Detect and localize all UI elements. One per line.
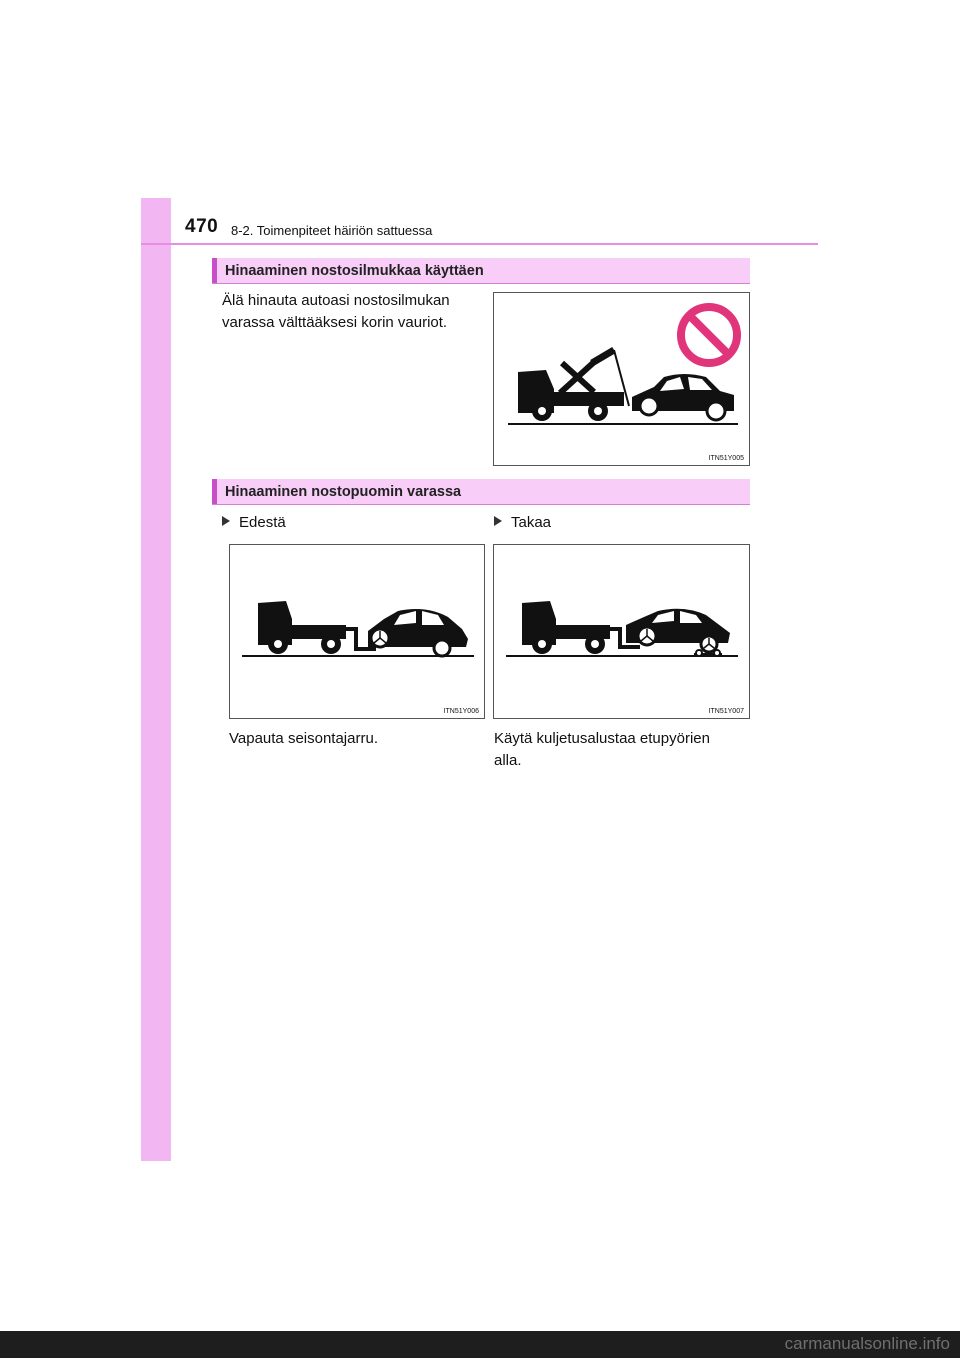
section-heading-hook-towing bbox=[212, 258, 750, 284]
wheel-lift-rear-illustration bbox=[494, 545, 750, 719]
tow-truck-hook-illustration bbox=[494, 293, 750, 466]
caption-rear bbox=[494, 728, 749, 772]
prohibition-icon bbox=[681, 307, 737, 363]
bullet-label: Edestä bbox=[239, 514, 286, 531]
figure-hook-towing-prohibited bbox=[493, 292, 750, 466]
caption-line: Käytä kuljetusalustaa etupyörien bbox=[494, 730, 710, 747]
bullet-front bbox=[222, 514, 286, 531]
triangle-bullet-icon bbox=[494, 516, 502, 526]
section-heading-text: Hinaaminen nostosilmukkaa käyttäen bbox=[225, 263, 484, 279]
warning-text bbox=[222, 290, 450, 334]
page-number: 470 bbox=[185, 216, 219, 237]
header-divider bbox=[141, 243, 818, 245]
bullet-label: Takaa bbox=[511, 514, 552, 531]
figure-rear-wheel-lift bbox=[493, 544, 750, 719]
caption-line: alla. bbox=[494, 752, 522, 769]
car-icon bbox=[626, 609, 730, 652]
triangle-bullet-icon bbox=[222, 516, 230, 526]
car-icon bbox=[632, 374, 734, 420]
tow-truck-icon bbox=[258, 601, 376, 654]
footer-watermark: carmanualsonline.info bbox=[784, 1334, 950, 1353]
tow-truck-icon bbox=[518, 350, 629, 421]
footer-bar bbox=[0, 1331, 960, 1358]
figure-front-wheel-lift bbox=[229, 544, 485, 719]
figure-code: ITN51Y006 bbox=[443, 708, 479, 715]
section-heading-wheel-lift bbox=[212, 479, 750, 505]
wheel-lift-front-illustration bbox=[230, 545, 485, 719]
car-icon bbox=[368, 609, 468, 656]
tow-truck-icon bbox=[522, 601, 640, 654]
section-path: 8-2. Toimenpiteet häiriön sattuessa bbox=[231, 223, 433, 238]
caption-front: Vapauta seisontajarru. bbox=[229, 730, 378, 747]
warning-text-line: varassa välttääksesi korin vauriot. bbox=[222, 314, 448, 331]
section-heading-text: Hinaaminen nostopuomin varassa bbox=[225, 484, 462, 500]
figure-code: ITN51Y005 bbox=[708, 455, 744, 462]
warning-text-line: Älä hinauta autoasi nostosilmukan bbox=[222, 292, 450, 309]
chapter-sidebar-tab bbox=[141, 198, 171, 1161]
figure-code: ITN51Y007 bbox=[708, 708, 744, 715]
bullet-rear bbox=[494, 514, 551, 531]
